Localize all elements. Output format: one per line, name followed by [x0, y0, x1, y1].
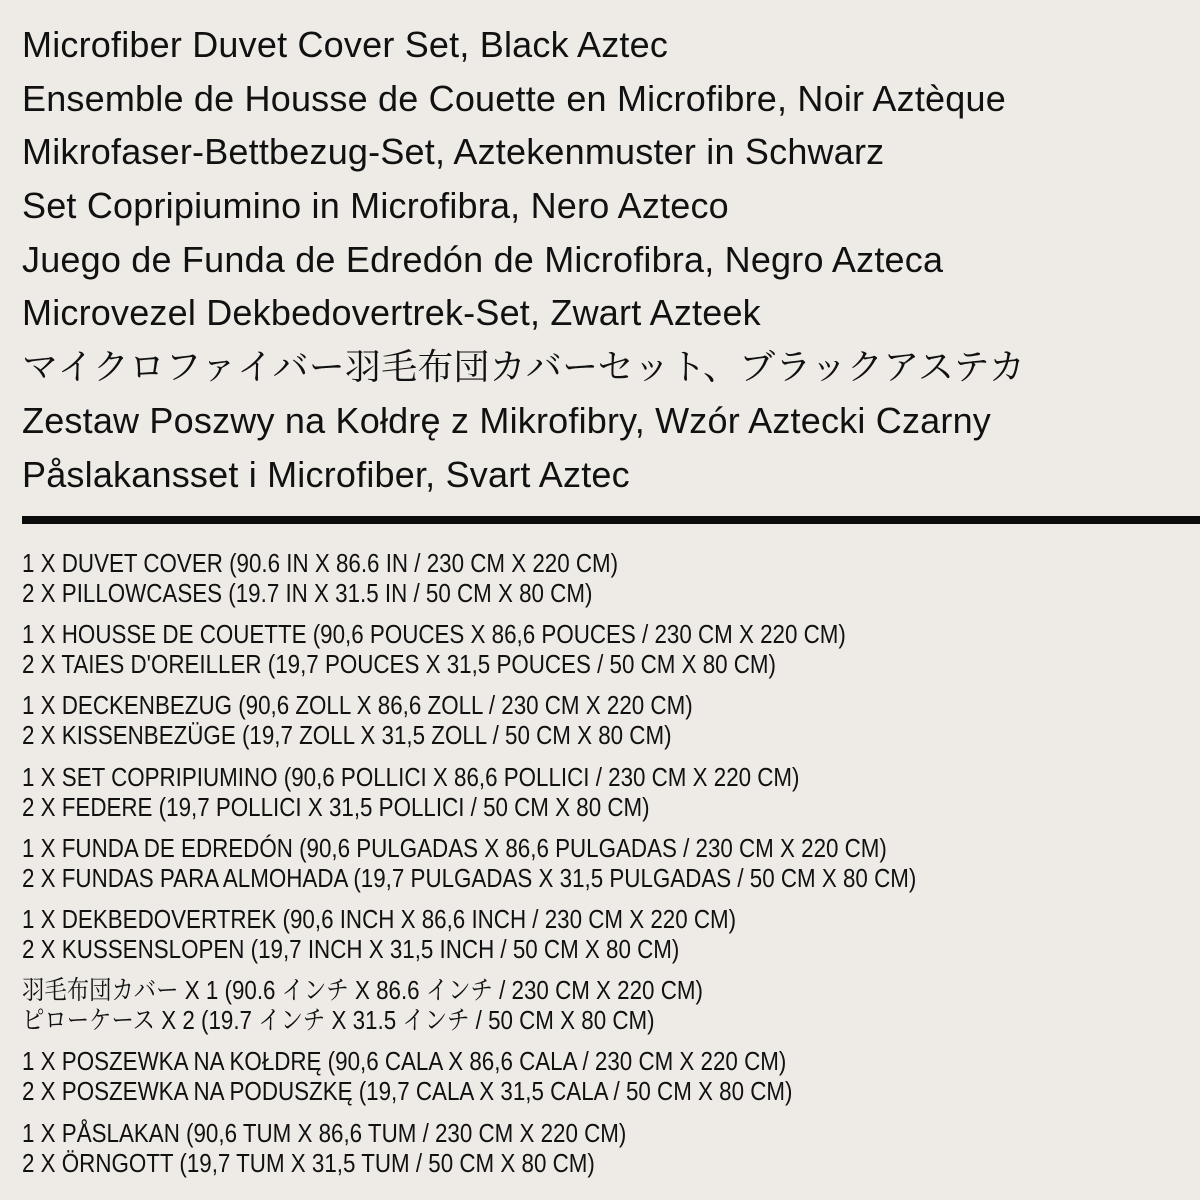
product-title: Zestaw Poszwy na Kołdrę z Mikrofibry, Wzór Aztecki Czarny [22, 399, 991, 441]
contents-line: 1 X DUVET COVER (90.6 IN X 86.6 IN / 230 CM X 220 CM) [22, 548, 619, 578]
product-title: Set Copripiumino in Microfibra, Nero Azteco [22, 185, 729, 227]
contents-line: 1 X SET COPRIPIUMINO (90,6 POLLICI X 86,6 POLLICI / 230 CM X 220 CM) [22, 761, 800, 792]
contents-group [22, 1046, 1062, 1117]
contents-group [22, 548, 1062, 619]
contents-line: 2 X ÖRNGOTT (19,7 TUM X 31,5 TUM / 50 CM X 80 CM) [22, 1147, 595, 1178]
product-title-list [22, 18, 1025, 501]
contents-line: ピローケース X 2 (19.7 インチ X 31.5 インチ / 50 CM X 80 CM) [22, 1005, 655, 1036]
contents-line: 1 X POSZEWKA NA KOŁDRĘ (90,6 CALA X 86,6 CALA / 230 CM X 220 CM) [22, 1046, 787, 1077]
contents-group [22, 904, 1062, 975]
contents-group [22, 690, 1062, 761]
product-title: Påslakansset i Microfiber, Svart Aztec [22, 453, 630, 495]
contents-list [22, 548, 1062, 1189]
contents-line: 1 X FUNDA DE EDREDÓN (90,6 PULGADAS X 86,6 PULGADAS / 230 CM X 220 CM) [22, 832, 887, 863]
contents-line: 1 X HOUSSE DE COUETTE (90,6 POUCES X 86,6 POUCES / 230 CM X 220 CM) [22, 619, 846, 650]
product-title: Ensemble de Housse de Couette en Microfibre, Noir Aztèque [22, 77, 1006, 119]
contents-line: 2 X FUNDAS PARA ALMOHADA (19,7 PULGADAS X 31,5 PULGADAS / 50 CM X 80 CM) [22, 862, 917, 893]
product-title: マイクロファイバー羽毛布団カバーセット、ブラックアステカ [22, 346, 1026, 388]
contents-line: 1 X DEKBEDOVERTREK (90,6 INCH X 86,6 INCH / 230 CM X 220 CM) [22, 903, 737, 934]
contents-line: 1 X DECKENBEZUG (90,6 ZOLL X 86,6 ZOLL / 230 CM X 220 CM) [22, 690, 693, 721]
contents-line: 2 X KISSENBEZÜGE (19,7 ZOLL X 31,5 ZOLL / 50 CM X 80 CM) [22, 720, 672, 751]
product-title: Microvezel Dekbedovertrek-Set, Zwart Azteek [22, 292, 761, 334]
contents-line: 1 X PÅSLAKAN (90,6 TUM X 86,6 TUM / 230 CM X 220 CM) [22, 1117, 627, 1148]
product-title: Microfiber Duvet Cover Set, Black Aztec [22, 24, 669, 65]
divider [22, 516, 1200, 524]
contents-group [22, 619, 1062, 690]
contents-line: 羽毛布団カバー X 1 (90.6 インチ X 86.6 インチ / 230 CM X 220 CM) [22, 975, 703, 1006]
contents-group [22, 1118, 1062, 1189]
contents-line: 2 X FEDERE (19,7 POLLICI X 31,5 POLLICI / 50 CM X 80 CM) [22, 791, 650, 822]
contents-line: 2 X TAIES D'OREILLER (19,7 POUCES X 31,5 POUCES / 50 CM X 80 CM) [22, 649, 777, 680]
product-title: Mikrofaser-Bettbezug-Set, Aztekenmuster in Schwarz [22, 131, 885, 173]
contents-line: 2 X POSZEWKA NA PODUSZKĘ (19,7 CALA X 31,5 CALA / 50 CM X 80 CM) [22, 1076, 793, 1107]
contents-line: 2 X KUSSENSLOPEN (19,7 INCH X 31,5 INCH / 50 CM X 80 CM) [22, 933, 680, 964]
product-title: Juego de Funda de Edredón de Microfibra, Negro Azteca [22, 238, 944, 280]
contents-group [22, 975, 1062, 1046]
contents-group [22, 833, 1062, 904]
contents-line: 2 X PILLOWCASES (19.7 IN X 31.5 IN / 50 CM X 80 CM) [22, 578, 593, 608]
contents-group [22, 762, 1062, 833]
